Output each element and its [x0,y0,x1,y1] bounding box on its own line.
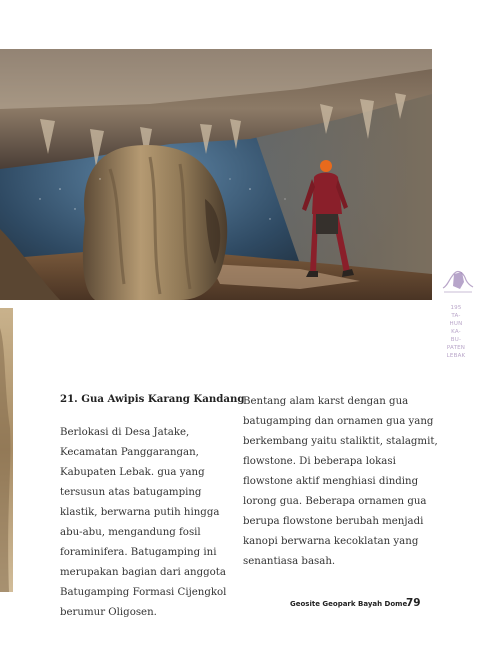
side-label-line: TA- [451,313,461,319]
bayah-dome-logo-icon [440,262,474,296]
right-column [243,392,439,572]
cave-photo [0,49,432,300]
left-column [60,392,245,623]
right-paragraph: Bentang alam karst dengan gua batugamping dan ornamen gua yang berkembang yaitu staliktit, stalagmit, flowstone. Di beberapa lokasi flowstone aktif menghiasi dinding lorong gua. Beberapa ornamen gua berupa flowstone berubah menjadi kanopi berwarna kecoklatan yang senantiasa basah. [243,396,438,567]
left-photo-strip [0,308,13,592]
side-label-line: PATEN [446,345,466,351]
side-label-line: 195 [450,305,462,311]
side-label-line: BU- [450,337,462,343]
side-label-line: HUN [449,321,463,327]
footer-title: Geosite Geopark Bayah Dome [290,600,408,608]
side-label [436,304,476,360]
article-heading: 21. Gua Awipis Karang Kandang [60,393,245,405]
side-label-line: LEBAK [446,353,466,359]
side-label-line: KA- [451,329,461,335]
left-paragraph: Berlokasi di Desa Jatake, Kecamatan Panggarangan, Kabupaten Lebak. gua yang tersusun atas batugamping klastik, berwarna putih hingga abu-abu, mengandung fosil foraminifera. Batugamping ini merupakan bagian dari anggota Batugamping Formasi Cijengkol berumur Oligosen. [60,427,227,618]
page-number: 79 [406,597,421,609]
